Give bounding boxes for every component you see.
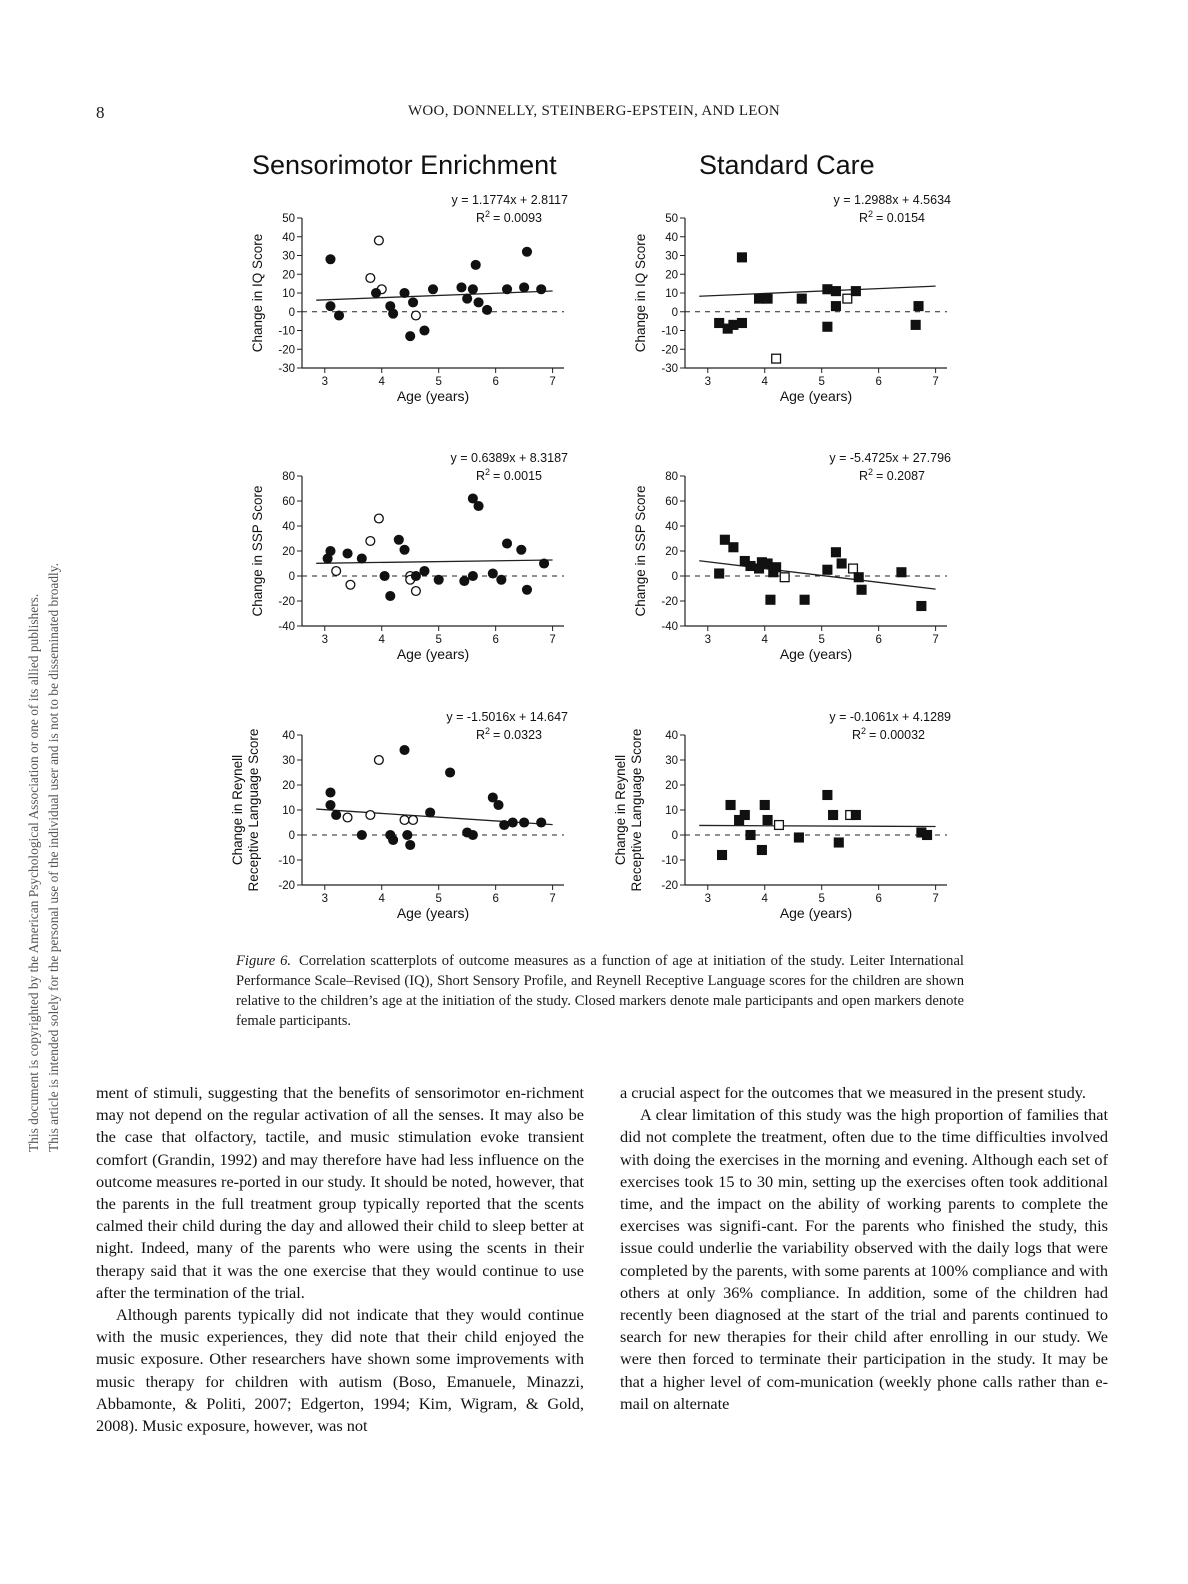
data-point-male <box>446 768 455 777</box>
y-tick-label: 30 <box>665 755 678 767</box>
body-paragraph: Although parents typically did not indicate that they would continue with the music experiences, they did note that their child enjoyed the music exposure. Other researchers have shown some improvements with music therapy for children with autism (Boso, Emanuele, Minazzi, Abbamonte, & Politi, 2007; Edgerton, 1994; Kim, Wigram, & Gold, 2008). Music exposure, however, was not <box>96 1305 584 1436</box>
body-paragraph: a crucial aspect for the outcomes that we measured in the present study. <box>620 1083 1086 1102</box>
x-tick-label: 3 <box>321 634 328 646</box>
data-point-male <box>897 568 906 577</box>
y-tick-label: 20 <box>282 780 295 792</box>
y-tick-label: 80 <box>282 471 295 483</box>
body-paragraph: ment of stimuli, suggesting that the benefits of sensorimotor en-richment may not depend on the regular activation of all the senses. It may also be the case that olfactory, tactile, and music stimulation evoke transient comfort (Grandin, 1992) and may therefore have had less influence on the outcome measures re-ported in our study. It should be noted, however, that the parents in the full treatment group typically reported that the scents calmed their child during the day and allowed their child to sleep better at night. Indeed, many of the parents who were using the scents in their therapy said that it was the one exercise that they would continue to use after the termination of the trial. <box>96 1083 584 1302</box>
x-tick-label: 5 <box>435 893 442 905</box>
x-tick-label: 3 <box>704 376 711 388</box>
data-point-male <box>326 788 335 797</box>
y-tick-label: -30 <box>278 363 295 375</box>
x-tick-label: 4 <box>378 376 385 388</box>
data-point-male <box>795 833 804 842</box>
data-point-male <box>420 326 429 335</box>
data-point-male <box>729 543 738 552</box>
x-tick-label: 4 <box>761 634 768 646</box>
data-point-male <box>468 285 477 294</box>
data-point-male <box>520 283 529 292</box>
regression-equation: y = -1.5016x + 14.647 <box>446 710 568 724</box>
data-point-male <box>343 549 352 558</box>
y-tick-label: -10 <box>278 325 295 338</box>
y-tick-label: 40 <box>282 521 295 533</box>
data-point-male <box>718 851 727 860</box>
data-point-male <box>426 808 435 817</box>
copyright-notice-line-1: This document is copyrighted by the American Psychological Association or one of its allied publishers. <box>26 593 41 1152</box>
x-axis-label: Age (years) <box>779 646 853 662</box>
data-point-male <box>488 793 497 802</box>
data-point-male <box>763 559 772 568</box>
data-point-male <box>800 595 809 604</box>
data-point-male <box>457 283 466 292</box>
data-point-male <box>760 801 769 810</box>
x-tick-label: 6 <box>875 893 882 905</box>
data-point-male <box>394 535 403 544</box>
y-tick-label: 40 <box>665 231 678 244</box>
data-point-male <box>400 289 409 298</box>
r-squared-label: $R^2 = 0.2087$ <box>858 467 925 483</box>
data-point-male <box>474 502 483 511</box>
data-point-female <box>366 811 375 820</box>
data-point-female <box>780 573 789 582</box>
y-tick-label: 20 <box>665 269 678 282</box>
x-axis-label: Age (years) <box>396 905 470 921</box>
body-column-left <box>96 1082 584 1437</box>
data-point-female <box>374 756 383 765</box>
data-point-male <box>503 539 512 548</box>
r-squared-label: $R^2 = 0.0093$ <box>475 209 542 225</box>
data-point-male <box>400 746 409 755</box>
data-point-male <box>746 831 755 840</box>
body-paragraph: A clear limitation of this study was the high proportion of families that did not complete the treatment, often due to the time difficulties involved with doing the exercises in the morning and evening. Although each set of exercises took 15 to 30 min, setting up the exercises often took additional time, and the impact on the ability of working parents to complete the exercises was signifi-cant. For the parents who finished the study, this issue could underlie the variability observed with the daily logs that were completed by the parents, with some parents at 100% compliance and with others at only 36% compliance. In addition, some of the children had recently been diagnosed at the start of the trial and parents continued to search for new therapies for their child after enrolling in our study. We were then forced to terminate their participation in the study. It may be that a higher level of com-munication (weekly phone calls rather than e-mail on alternate <box>620 1105 1108 1413</box>
y-tick-label: -20 <box>661 880 678 892</box>
x-tick-label: 6 <box>492 376 499 388</box>
data-point-male <box>326 302 335 311</box>
data-point-male <box>323 554 332 563</box>
y-tick-label: -10 <box>661 855 678 867</box>
data-point-male <box>738 253 747 262</box>
data-point-male <box>523 585 532 594</box>
y-tick-label: 10 <box>665 288 678 300</box>
column-title-standard-care: Standard Care <box>699 150 875 180</box>
body-column-right <box>620 1082 1108 1415</box>
data-point-female <box>374 514 383 523</box>
data-point-male <box>763 294 772 303</box>
data-point-male <box>326 801 335 810</box>
x-tick-label: 4 <box>378 893 385 905</box>
x-tick-label: 6 <box>492 634 499 646</box>
y-tick-label: -20 <box>278 344 295 357</box>
data-point-male <box>500 821 509 830</box>
y-tick-label: 20 <box>282 269 295 282</box>
x-tick-label: 6 <box>492 893 499 905</box>
y-tick-label: 0 <box>288 306 295 319</box>
y-tick-label: -30 <box>661 363 678 375</box>
data-point-male <box>471 260 480 269</box>
x-tick-label: 7 <box>932 893 939 905</box>
x-axis-label: Age (years) <box>396 646 470 662</box>
data-point-female <box>775 821 784 830</box>
data-point-male <box>508 818 517 827</box>
x-tick-label: 4 <box>761 893 768 905</box>
data-point-female <box>849 564 858 573</box>
data-point-male <box>537 818 546 827</box>
data-point-male <box>332 811 341 820</box>
y-tick-label: 10 <box>282 288 295 300</box>
y-axis-label: Change in Reynell <box>230 754 245 866</box>
y-tick-label: 40 <box>665 730 678 742</box>
y-tick-label: -40 <box>661 621 678 633</box>
y-tick-label: 50 <box>665 213 678 225</box>
x-tick-label: 7 <box>549 893 556 905</box>
x-tick-label: 4 <box>761 376 768 388</box>
x-tick-label: 7 <box>549 634 556 646</box>
data-point-male <box>772 563 781 572</box>
data-point-male <box>832 287 841 296</box>
x-tick-label: 7 <box>932 376 939 388</box>
r-squared-label: $R^2 = 0.0015$ <box>475 467 542 483</box>
data-point-female <box>332 567 341 576</box>
y-tick-label: 0 <box>288 571 295 583</box>
data-point-male <box>729 320 738 329</box>
data-point-male <box>468 572 477 581</box>
y-tick-label: 40 <box>665 521 678 533</box>
data-point-male <box>357 831 366 840</box>
data-point-male <box>823 285 832 294</box>
x-tick-label: 6 <box>875 634 882 646</box>
data-point-male <box>746 562 755 571</box>
y-axis-label: Change in IQ Score <box>250 233 265 353</box>
data-point-male <box>389 836 398 845</box>
y-tick-label: 20 <box>282 546 295 558</box>
data-point-male <box>357 554 366 563</box>
data-point-male <box>460 577 469 586</box>
data-point-male <box>494 801 503 810</box>
y-axis-label: Change in SSP Score <box>633 485 648 617</box>
x-tick-label: 3 <box>704 893 711 905</box>
y-tick-label: -10 <box>278 855 295 867</box>
data-point-male <box>412 572 421 581</box>
data-point-male <box>715 569 724 578</box>
data-point-male <box>400 545 409 554</box>
scatter-ssp-sensorimotor <box>230 453 600 678</box>
r-squared-label: $R^2 = 0.0323$ <box>475 726 542 742</box>
data-point-male <box>834 838 843 847</box>
regression-equation: y = 0.6389x + 8.3187 <box>450 451 568 465</box>
y-tick-label: -10 <box>661 325 678 338</box>
y-tick-label: 30 <box>282 755 295 767</box>
data-point-male <box>468 831 477 840</box>
y-axis-label: Change in IQ Score <box>633 233 648 353</box>
y-tick-label: 10 <box>282 805 295 817</box>
x-tick-label: 7 <box>549 376 556 388</box>
x-tick-label: 3 <box>704 634 711 646</box>
y-tick-label: 20 <box>665 780 678 792</box>
x-tick-label: 3 <box>321 376 328 388</box>
data-point-male <box>503 285 512 294</box>
y-tick-label: -20 <box>278 596 295 608</box>
data-point-male <box>715 319 724 328</box>
data-point-male <box>755 294 764 303</box>
y-tick-label: 10 <box>665 805 678 817</box>
data-point-male <box>911 320 920 329</box>
x-tick-label: 4 <box>378 634 385 646</box>
data-point-male <box>540 559 549 568</box>
figure-caption-text: Correlation scatterplots of outcome measures as a function of age at initiation of the study. Leiter International Performance Scale–Revised (IQ), Short Sensory Profile, and Reynell Receptive Language scores for the children are shown relative to the children’s age at the initiation of the study. Closed markers denote male participants and open markers denote female participants. <box>236 953 964 1029</box>
data-point-male <box>429 285 438 294</box>
y-tick-label: 60 <box>282 496 295 508</box>
data-point-male <box>463 294 472 303</box>
figure-label: Figure 6. <box>236 953 292 969</box>
data-point-male <box>406 841 415 850</box>
data-point-male <box>380 572 389 581</box>
y-tick-label: 20 <box>665 546 678 558</box>
regression-equation: y = -0.1061x + 4.1289 <box>829 710 951 724</box>
data-point-male <box>372 289 381 298</box>
y-tick-label: -40 <box>278 621 295 633</box>
y-tick-label: 40 <box>282 730 295 742</box>
x-tick-label: 3 <box>321 893 328 905</box>
copyright-notice-line-2: This article is intended solely for the personal use of the individual user and is not to be disseminated broadly. <box>46 563 61 1152</box>
regression-line <box>699 825 935 826</box>
data-point-male <box>832 302 841 311</box>
data-point-male <box>726 801 735 810</box>
data-point-male <box>483 305 492 314</box>
data-point-female <box>400 816 409 825</box>
data-point-male <box>829 811 838 820</box>
data-point-male <box>403 831 412 840</box>
data-point-male <box>488 569 497 578</box>
y-tick-label: 30 <box>665 250 678 263</box>
y-tick-label: 0 <box>671 571 678 583</box>
data-point-male <box>923 831 932 840</box>
y-tick-label: -20 <box>661 596 678 608</box>
y-tick-label: 0 <box>671 306 678 319</box>
data-point-male <box>497 575 506 584</box>
data-point-male <box>857 585 866 594</box>
data-point-male <box>854 573 863 582</box>
x-axis-label: Age (years) <box>396 388 470 404</box>
y-tick-label: 0 <box>671 830 678 842</box>
data-point-female <box>412 587 421 596</box>
regression-line <box>699 286 935 296</box>
data-point-male <box>335 311 344 320</box>
x-axis-label: Age (years) <box>779 905 853 921</box>
data-point-female <box>772 354 781 363</box>
regression-equation: y = 1.2988x + 4.5634 <box>833 193 951 207</box>
copyright-notice <box>24 563 64 1152</box>
data-point-male <box>386 592 395 601</box>
x-tick-label: 5 <box>435 376 442 388</box>
data-point-male <box>917 602 926 611</box>
y-axis-label: Change in SSP Score <box>250 485 265 617</box>
page-number: 8 <box>96 103 105 122</box>
data-point-male <box>738 319 747 328</box>
data-point-male <box>420 567 429 576</box>
data-point-male <box>406 332 415 341</box>
data-point-male <box>409 298 418 307</box>
data-point-male <box>434 575 443 584</box>
data-point-male <box>837 559 846 568</box>
data-point-female <box>843 294 852 303</box>
figure-caption <box>236 951 964 1031</box>
x-tick-label: 5 <box>435 634 442 646</box>
y-tick-label: 60 <box>665 496 678 508</box>
y-tick-label: 0 <box>288 830 295 842</box>
data-point-male <box>326 255 335 264</box>
data-point-male <box>468 494 477 503</box>
regression-line <box>316 560 552 563</box>
y-tick-label: 40 <box>282 231 295 244</box>
x-tick-label: 6 <box>875 376 882 388</box>
x-axis-label: Age (years) <box>779 388 853 404</box>
data-point-female <box>346 580 355 589</box>
data-point-male <box>474 298 483 307</box>
x-tick-label: 5 <box>818 376 825 388</box>
running-head: WOO, DONNELLY, STEINBERG-EPSTEIN, AND LEON <box>407 103 781 119</box>
y-axis-label: Receptive Language Score <box>246 728 261 892</box>
data-point-male <box>914 302 923 311</box>
data-point-male <box>720 535 729 544</box>
data-point-male <box>520 818 529 827</box>
x-tick-label: 7 <box>932 634 939 646</box>
data-point-male <box>763 816 772 825</box>
scatter-reynell-standard-care <box>613 712 983 937</box>
data-point-male <box>851 811 860 820</box>
data-point-male <box>517 545 526 554</box>
regression-equation: y = -5.4725x + 27.796 <box>829 451 951 465</box>
data-point-male <box>766 595 775 604</box>
data-point-male <box>823 565 832 574</box>
y-tick-label: -20 <box>661 344 678 357</box>
y-axis-label: Change in Reynell <box>613 754 628 866</box>
data-point-female <box>412 311 421 320</box>
data-point-male <box>523 247 532 256</box>
y-tick-label: -20 <box>278 880 295 892</box>
column-title-sensorimotor: Sensorimotor Enrichment <box>252 150 557 180</box>
data-point-male <box>740 811 749 820</box>
scatter-reynell-sensorimotor <box>230 712 600 937</box>
regression-equation: y = 1.1774x + 2.8117 <box>451 193 568 207</box>
data-point-female <box>366 537 375 546</box>
data-point-male <box>823 791 832 800</box>
data-point-male <box>832 548 841 557</box>
r-squared-label: $R^2 = 0.0154$ <box>858 209 925 225</box>
data-point-male <box>851 287 860 296</box>
data-point-female <box>409 816 418 825</box>
data-point-male <box>757 846 766 855</box>
y-tick-label: 80 <box>665 471 678 483</box>
scatter-ssp-standard-care <box>613 453 983 678</box>
data-point-female <box>374 236 383 245</box>
data-point-male <box>823 322 832 331</box>
data-point-male <box>797 294 806 303</box>
y-tick-label: 50 <box>282 213 295 225</box>
data-point-male <box>537 285 546 294</box>
scatter-iq-standard-care <box>613 195 983 420</box>
x-tick-label: 5 <box>818 893 825 905</box>
data-point-female <box>343 813 352 822</box>
y-axis-label: Receptive Language Score <box>629 728 644 892</box>
data-point-male <box>389 309 398 318</box>
y-tick-label: 30 <box>282 250 295 263</box>
scatter-iq-sensorimotor <box>230 195 600 420</box>
r-squared-label: $R^2 = 0.00032$ <box>851 726 925 742</box>
x-tick-label: 5 <box>818 634 825 646</box>
data-point-female <box>366 274 375 283</box>
